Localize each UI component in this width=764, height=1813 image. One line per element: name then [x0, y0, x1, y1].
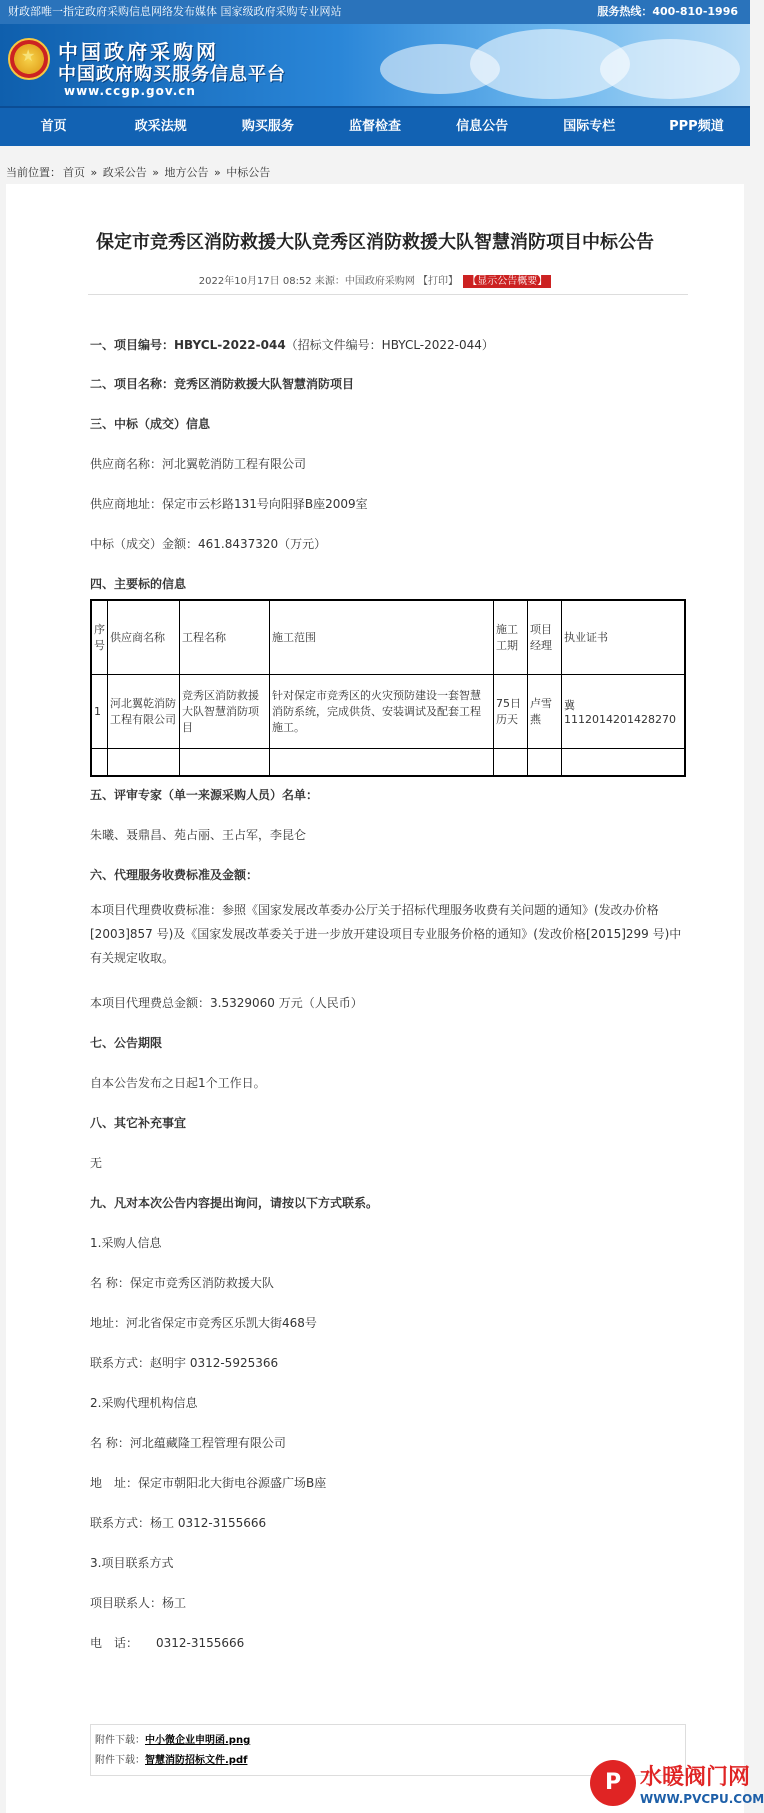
article-meta-text: 2022年10月17日 08:52 来源：中国政府采购网 【打印】	[198, 276, 459, 287]
table-header-cell: 工程名称	[180, 600, 270, 674]
table-header-cell: 执业证书	[562, 600, 686, 674]
table-cell	[562, 748, 686, 776]
attachment-row	[95, 1731, 681, 1751]
nav-supervision[interactable]: 监督检查	[348, 119, 401, 134]
experts-list: 朱曦、聂鼎昌、苑占丽、王占军，李昆仑	[90, 828, 307, 842]
table-cell: 针对保定市竞秀区的火灾预防建设一套智慧消防系统，完成供货、安装调试及配套工程施工。	[270, 674, 494, 748]
watermark-url: WWW.PVCPU.COM	[640, 1792, 764, 1806]
national-emblem-icon	[8, 38, 50, 80]
table-cell: 竞秀区消防救援大队智慧消防项目	[180, 674, 270, 748]
table-cell	[91, 748, 108, 776]
breadcrumb-award[interactable]: 中标公告	[226, 166, 271, 179]
table-cell: 75日历天	[494, 674, 528, 748]
agency-name: 名 称：河北蕴藏隆工程管理有限公司	[90, 1436, 286, 1450]
breadcrumb-separator: »	[148, 166, 163, 179]
breadcrumb-separator: »	[87, 166, 101, 179]
section-project-number	[90, 336, 494, 353]
top-bar	[0, 0, 750, 24]
fee-standard: 本项目代理费收费标准：参照《国家发展改革委办公厅关于招标代理服务收费有关问题的通知》(发改办价格[2003]857 号)及《国家发展改革委关于进一步放开建设项目专业服务价格的通知》(发改价格[2015]299 号)中有关规定收取。	[90, 903, 682, 965]
watermark-logo-icon: P	[590, 1760, 636, 1806]
breadcrumb	[6, 164, 272, 180]
breadcrumb-notices[interactable]: 政采公告	[102, 166, 147, 179]
hotline: 服务热线：400-810-1996	[597, 5, 738, 18]
project-contact-person: 项目联系人：杨工	[90, 1596, 187, 1610]
attachment-link-sme[interactable]: 中小微企业申明函.png	[145, 1735, 251, 1746]
table-header-cell: 施工工期	[494, 600, 528, 674]
section-project-name: 二、项目名称：竞秀区消防救援大队智慧消防项目	[90, 377, 355, 391]
show-summary-button[interactable]: 【显示公告概要】	[463, 275, 551, 288]
site-url: www.ccgp.gov.cn	[64, 84, 196, 98]
table-header-row	[91, 600, 685, 674]
agency-title: 2.采购代理机构信息	[90, 1396, 198, 1410]
attachment-label: 附件下载：	[95, 1755, 145, 1766]
table-cell	[494, 748, 528, 776]
main-nav	[0, 106, 750, 146]
purchaser-title: 1.采购人信息	[90, 1236, 162, 1250]
table-header-cell: 项目经理	[528, 600, 562, 674]
period-text: 自本公告发布之日起1个工作日。	[90, 1076, 266, 1090]
nav-ppp[interactable]: PPP频道	[669, 119, 724, 134]
award-amount: 中标（成交）金额：461.8437320（万元）	[90, 537, 327, 551]
nav-regulations[interactable]: 政采法规	[134, 119, 187, 134]
project-contact-phone: 电 话： 0312-3155666	[90, 1636, 245, 1650]
breadcrumb-home[interactable]: 首页	[63, 166, 85, 179]
other-text: 无	[90, 1156, 103, 1170]
agency-phone: 联系方式：杨工 0312-3155666	[90, 1516, 267, 1530]
page-title: 保定市竞秀区消防救援大队竞秀区消防救援大队智慧消防项目中标公告	[96, 232, 654, 253]
project-number-label: 一、项目编号：	[90, 338, 175, 352]
section-period: 七、公告期限	[90, 1036, 163, 1050]
supplier-address: 供应商地址：保定市云杉路131号向阳驿B座2009室	[90, 497, 368, 511]
supplier-name: 供应商名称：河北翼乾消防工程有限公司	[90, 457, 307, 471]
table-header-cell: 序号	[91, 600, 108, 674]
table-cell: 1	[91, 674, 108, 748]
table-cell	[270, 748, 494, 776]
table-cell	[180, 748, 270, 776]
site-name[interactable]: 中国政府采购网	[58, 40, 219, 64]
section-award-info: 三、中标（成交）信息	[90, 417, 211, 431]
agency-address: 地 址：保定市朝阳北大街电谷源盛广场B座	[90, 1476, 327, 1490]
breadcrumb-separator: »	[210, 166, 225, 179]
site-subtitle: 中国政府购买服务信息平台	[58, 64, 286, 85]
section-other: 八、其它补充事宜	[90, 1116, 187, 1130]
attachment-link-tender[interactable]: 智慧消防招标文件.pdf	[145, 1755, 248, 1766]
top-bar-tagline: 财政部唯一指定政府采购信息网络发布媒体 国家级政府采购专业网站	[8, 5, 342, 18]
table-cell: 河北翼乾消防工程有限公司	[108, 674, 180, 748]
purchaser-name: 名 称：保定市竞秀区消防救援大队	[90, 1276, 274, 1290]
table-row	[91, 748, 685, 776]
table-header-cell: 施工范围	[270, 600, 494, 674]
section-contact: 九、凡对本次公告内容提出询问，请按以下方式联系。	[90, 1196, 379, 1210]
tender-number: （招标文件编号：HBYCL-2022-044）	[285, 338, 494, 352]
watermark-name: 水暖阀门网	[640, 1765, 751, 1790]
table-row	[91, 674, 685, 748]
header-banner	[0, 24, 750, 106]
section-experts: 五、评审专家（单一来源采购人员）名单：	[90, 788, 319, 802]
nav-home[interactable]: 首页	[40, 119, 67, 134]
attachment-label: 附件下载：	[95, 1735, 145, 1746]
fee-total: 本项目代理费总金额：3.5329060 万元（人民币）	[90, 996, 363, 1010]
breadcrumb-label: 当前位置：	[6, 166, 61, 179]
breadcrumb-local[interactable]: 地方公告	[164, 166, 209, 179]
project-number-value: HBYCL-2022-044	[174, 338, 286, 352]
purchaser-phone: 联系方式：赵明宇 0312-5925366	[90, 1356, 279, 1370]
section-main-items: 四、主要标的信息	[90, 577, 187, 591]
table-cell	[528, 748, 562, 776]
nav-announcements[interactable]: 信息公告	[456, 119, 509, 134]
nav-purchase-services[interactable]: 购买服务	[241, 119, 294, 134]
purchaser-address: 地址：河北省保定市竞秀区乐凯大街468号	[90, 1316, 317, 1330]
table-cell: 冀1112014201428270	[562, 674, 686, 748]
divider	[88, 294, 688, 295]
table-header-cell: 供应商名称	[108, 600, 180, 674]
article-card	[6, 184, 744, 1813]
watermark	[590, 1758, 764, 1813]
section-agency-fee: 六、代理服务收费标准及金额：	[90, 868, 259, 882]
table-cell	[108, 748, 180, 776]
article-meta	[6, 272, 744, 287]
main-items-table	[90, 599, 686, 777]
table-cell: 卢雪燕	[528, 674, 562, 748]
project-contact-title: 3.项目联系方式	[90, 1556, 174, 1570]
nav-international[interactable]: 国际专栏	[563, 119, 616, 134]
